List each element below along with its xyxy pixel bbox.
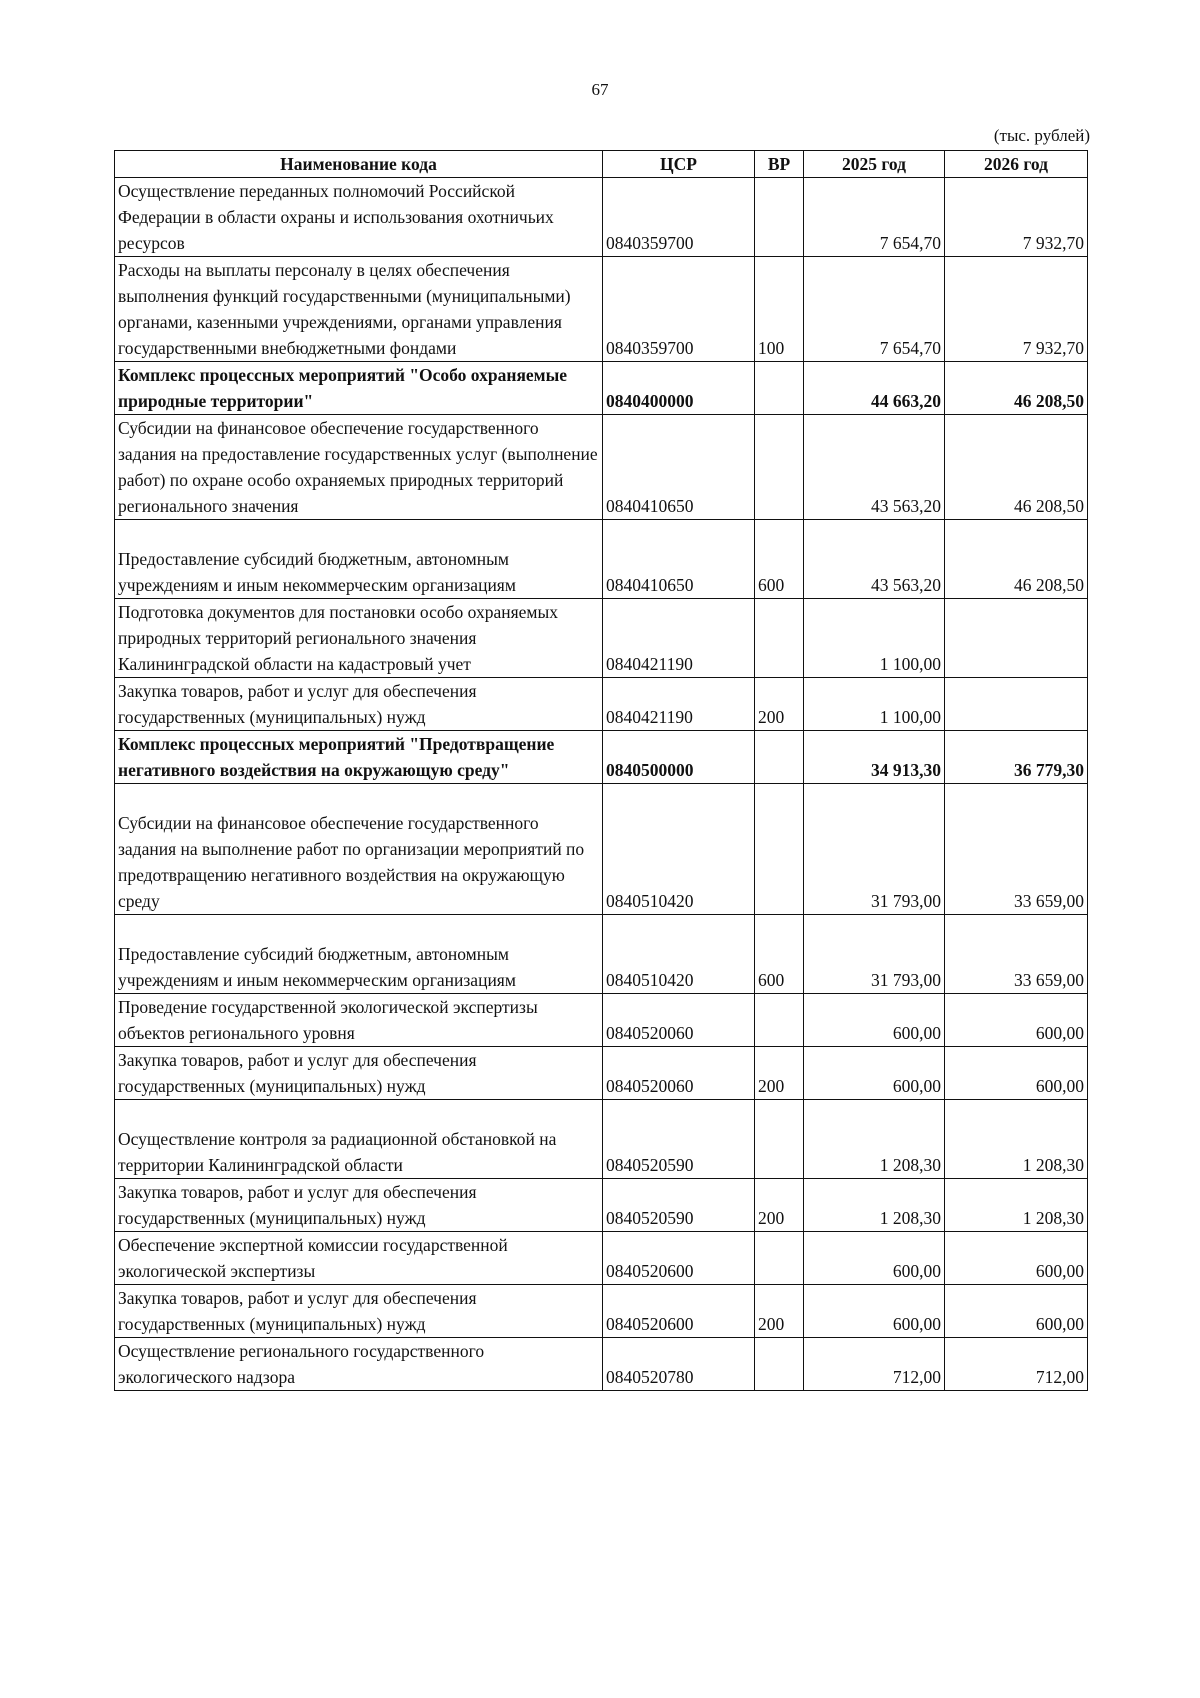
table-row [115, 1100, 1088, 1179]
row-2025-cell: 34 913,30 [804, 731, 945, 784]
row-csr-cell: 0840520780 [603, 1338, 755, 1391]
row-name-cell: Закупка товаров, работ и услуг для обеспечения государственных (муниципальных) нужд [115, 678, 603, 731]
row-name-cell: Субсидии на финансовое обеспечение государственного задания на предоставление государственных услуг (выполнение работ) по охране особо охраняемых природных территорий регионального значения [115, 415, 603, 520]
row-2025-cell: 43 563,20 [804, 520, 945, 599]
row-2026-cell: 600,00 [945, 994, 1088, 1047]
row-vr-cell: 100 [755, 257, 804, 362]
row-2026-cell: 7 932,70 [945, 257, 1088, 362]
table-row [115, 915, 1088, 994]
row-csr-cell: 0840520590 [603, 1179, 755, 1232]
table-row [115, 678, 1088, 731]
row-2026-cell: 1 208,30 [945, 1179, 1088, 1232]
row-2026-cell [945, 678, 1088, 731]
table-row [115, 178, 1088, 257]
row-2025-cell: 1 100,00 [804, 599, 945, 678]
row-2026-cell: 33 659,00 [945, 784, 1088, 915]
row-vr-cell: 200 [755, 1047, 804, 1100]
row-2025-cell: 1 100,00 [804, 678, 945, 731]
row-name-cell: Подготовка документов для постановки особо охраняемых природных территорий регионального значения Калининградской области на кадастровый учет [115, 599, 603, 678]
row-csr-cell: 0840410650 [603, 520, 755, 599]
table-row [115, 1338, 1088, 1391]
table-body [115, 178, 1088, 1391]
row-name-cell: Закупка товаров, работ и услуг для обеспечения государственных (муниципальных) нужд [115, 1179, 603, 1232]
table-row [115, 731, 1088, 784]
row-vr-cell [755, 784, 804, 915]
row-2025-cell: 600,00 [804, 994, 945, 1047]
row-2026-cell: 1 208,30 [945, 1100, 1088, 1179]
row-name-cell: Комплекс процессных мероприятий "Предотвращение негативного воздействия на окружающую среду" [115, 731, 603, 784]
header-2026: 2026 год [945, 151, 1088, 178]
row-csr-cell: 0840520600 [603, 1285, 755, 1338]
header-csr: ЦСР [603, 151, 755, 178]
row-csr-cell: 0840520060 [603, 994, 755, 1047]
row-2025-cell: 600,00 [804, 1285, 945, 1338]
row-csr-cell: 0840359700 [603, 257, 755, 362]
row-2026-cell: 7 932,70 [945, 178, 1088, 257]
row-vr-cell [755, 731, 804, 784]
row-2025-cell: 31 793,00 [804, 784, 945, 915]
table-row [115, 599, 1088, 678]
row-vr-cell [755, 599, 804, 678]
budget-table [114, 150, 1088, 1391]
table-row [115, 1285, 1088, 1338]
row-name-cell: Комплекс процессных мероприятий "Особо охраняемые природные территории" [115, 362, 603, 415]
row-2026-cell: 600,00 [945, 1285, 1088, 1338]
row-2026-cell: 36 779,30 [945, 731, 1088, 784]
header-name: Наименование кода [115, 151, 603, 178]
row-csr-cell: 0840520060 [603, 1047, 755, 1100]
row-vr-cell: 200 [755, 1285, 804, 1338]
row-csr-cell: 0840359700 [603, 178, 755, 257]
row-csr-cell: 0840510420 [603, 915, 755, 994]
row-csr-cell: 0840400000 [603, 362, 755, 415]
row-vr-cell: 600 [755, 520, 804, 599]
row-2025-cell: 7 654,70 [804, 178, 945, 257]
row-2026-cell: 46 208,50 [945, 415, 1088, 520]
row-2025-cell: 7 654,70 [804, 257, 945, 362]
row-vr-cell [755, 1232, 804, 1285]
row-name-cell: Закупка товаров, работ и услуг для обеспечения государственных (муниципальных) нужд [115, 1285, 603, 1338]
row-name-cell: Осуществление контроля за радиационной обстановкой на территории Калининградской области [115, 1100, 603, 1179]
row-csr-cell: 0840520600 [603, 1232, 755, 1285]
row-2025-cell: 600,00 [804, 1232, 945, 1285]
table-row [115, 415, 1088, 520]
table-row [115, 1232, 1088, 1285]
row-name-cell: Осуществление переданных полномочий Российской Федерации в области охраны и использования охотничьих ресурсов [115, 178, 603, 257]
row-2026-cell: 600,00 [945, 1047, 1088, 1100]
units-label: (тыс. рублей) [993, 126, 1090, 145]
header-2025: 2025 год [804, 151, 945, 178]
row-2025-cell: 31 793,00 [804, 915, 945, 994]
row-2026-cell: 600,00 [945, 1232, 1088, 1285]
row-vr-cell [755, 415, 804, 520]
row-2025-cell: 1 208,30 [804, 1179, 945, 1232]
table-row [115, 362, 1088, 415]
row-csr-cell: 0840510420 [603, 784, 755, 915]
row-name-cell: Расходы на выплаты персоналу в целях обеспечения выполнения функций государственными (муниципальными) органами, казенными учреждениями, органами управления государственными внебюджетными фондами [115, 257, 603, 362]
row-vr-cell: 600 [755, 915, 804, 994]
row-2025-cell: 44 663,20 [804, 362, 945, 415]
row-name-cell: Субсидии на финансовое обеспечение государственного задания на выполнение работ по организации мероприятий по предотвращению негативного воздействия на окружающую среду [115, 784, 603, 915]
row-2026-cell: 46 208,50 [945, 362, 1088, 415]
table-row [115, 994, 1088, 1047]
row-2025-cell: 712,00 [804, 1338, 945, 1391]
row-vr-cell: 200 [755, 1179, 804, 1232]
row-2026-cell [945, 599, 1088, 678]
table-header-row [115, 151, 1088, 178]
row-name-cell: Осуществление регионального государственного экологического надзора [115, 1338, 603, 1391]
row-name-cell: Проведение государственной экологической экспертизы объектов регионального уровня [115, 994, 603, 1047]
table-row [115, 784, 1088, 915]
table-row [115, 1047, 1088, 1100]
row-name-cell: Предоставление субсидий бюджетным, автономным учреждениям и иным некоммерческим организациям [115, 520, 603, 599]
row-2026-cell: 33 659,00 [945, 915, 1088, 994]
row-csr-cell: 0840410650 [603, 415, 755, 520]
row-vr-cell [755, 1100, 804, 1179]
table-row [115, 257, 1088, 362]
row-name-cell: Предоставление субсидий бюджетным, автономным учреждениям и иным некоммерческим организациям [115, 915, 603, 994]
table-row [115, 1179, 1088, 1232]
row-2025-cell: 600,00 [804, 1047, 945, 1100]
row-2025-cell: 1 208,30 [804, 1100, 945, 1179]
row-name-cell: Закупка товаров, работ и услуг для обеспечения государственных (муниципальных) нужд [115, 1047, 603, 1100]
row-vr-cell [755, 1338, 804, 1391]
row-vr-cell [755, 362, 804, 415]
row-2026-cell: 46 208,50 [945, 520, 1088, 599]
row-name-cell: Обеспечение экспертной комиссии государственной экологической экспертизы [115, 1232, 603, 1285]
row-csr-cell: 0840421190 [603, 599, 755, 678]
row-csr-cell: 0840520590 [603, 1100, 755, 1179]
row-csr-cell: 0840500000 [603, 731, 755, 784]
table-row [115, 520, 1088, 599]
row-vr-cell [755, 994, 804, 1047]
row-2025-cell: 43 563,20 [804, 415, 945, 520]
row-csr-cell: 0840421190 [603, 678, 755, 731]
row-vr-cell [755, 178, 804, 257]
row-vr-cell: 200 [755, 678, 804, 731]
page-number: 67 [591, 80, 609, 99]
header-vr: ВР [755, 151, 804, 178]
row-2026-cell: 712,00 [945, 1338, 1088, 1391]
